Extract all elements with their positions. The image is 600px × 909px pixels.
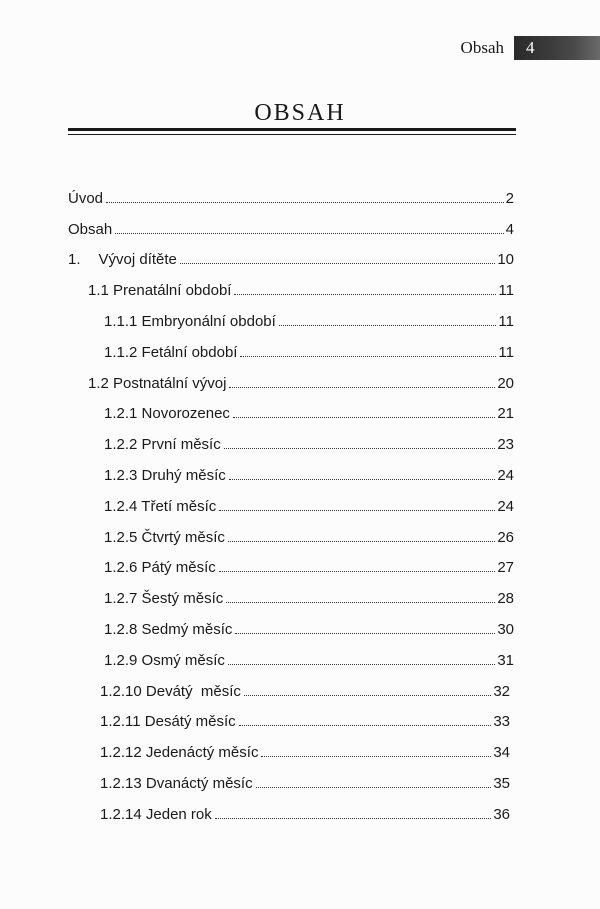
dot-leader [226,601,495,603]
dot-leader [224,447,496,449]
dot-leader [215,817,492,819]
toc-entry-1-2-1[interactable] [104,392,514,423]
dot-leader [219,509,495,511]
dot-leader [244,694,491,696]
toc-entry-page: 4 [505,220,514,238]
toc-entry-label [100,683,242,700]
toc-entry-1-2-3[interactable] [104,453,514,484]
toc-entry-uvod[interactable] [68,176,514,207]
toc-entry-page: 27 [497,559,514,577]
toc-entry-label [104,498,217,515]
dot-leader [233,416,495,418]
toc-entry-page: 36 [493,805,510,823]
dot-leader [106,201,504,203]
page-number-tab [514,36,600,60]
toc-entry-page: 11 [498,282,514,300]
dot-leader [229,478,496,480]
toc-entry-page: 23 [497,436,514,454]
toc-entry-1-2-7[interactable] [104,576,514,607]
toc-entry-number: 1.2.10 [100,682,142,700]
toc-entry-page: 32 [493,682,510,700]
toc-entry-number: 1.2.7 [104,590,138,608]
toc-entry-page: 21 [497,405,514,423]
toc-entry-number: 1.2.14 [100,805,142,823]
dot-leader [115,232,503,234]
dot-leader [279,324,497,326]
toc-entry-page: 24 [497,466,514,484]
toc-entry-label [104,405,231,422]
toc-entry-number: 1. [68,251,81,269]
toc-entry-page: 31 [497,651,514,669]
toc-entry-1-2-4[interactable] [104,484,514,515]
toc-entry-page: 11 [498,343,514,361]
toc-entry-label [104,559,217,576]
toc-entry-number: 1.2.2 [104,436,138,454]
running-header [0,36,600,62]
dot-leader [240,355,496,357]
dot-leader [261,755,491,757]
toc-entry-1[interactable] [68,238,514,269]
toc-entry-title: Jeden rok [145,805,212,823]
toc-entry-page: 33 [493,713,510,731]
dot-leader [219,570,496,572]
toc-entry-title: Obsah [68,220,113,238]
toc-entry-1-2-11[interactable] [100,700,510,731]
toc-heading: OBSAH [254,100,346,126]
toc-entry-1-2-5[interactable] [104,515,514,546]
toc-entry-label [104,621,233,638]
toc-entry-1-2-6[interactable] [104,546,514,577]
toc-entry-title: Druhý měsíc [141,466,226,484]
toc-entry-page: 11 [498,312,514,330]
toc-entry-title: Pátý měsíc [141,559,216,577]
toc-entry-number: 1.1.2 [104,343,138,361]
toc-entry-number: 1.2.13 [100,774,142,792]
toc-entry-page: 34 [493,744,510,762]
toc-entry-number: 1.2.1 [104,405,138,423]
toc-entry-number: 1.2.9 [104,651,138,669]
dot-leader [228,663,495,665]
toc-entry-number: 1.2.3 [104,466,138,484]
toc-entry-label [100,744,259,761]
toc-entry-page: 2 [505,189,514,207]
toc-entry-label [100,713,237,730]
toc-entry-number: 1.1 [88,282,109,300]
toc-entry-1-2[interactable] [88,361,514,392]
toc-entry-page: 30 [497,620,514,638]
toc-entry-title: Devátý měsíc [145,682,241,700]
toc-entry-title: Dvanáctý měsíc [145,774,253,792]
toc-entry-label [100,775,254,792]
toc-entry-title: Jedenáctý měsíc [145,744,259,762]
dot-leader [256,786,492,788]
toc-entry-1-2-8[interactable] [104,607,514,638]
toc-entry-1-1-2[interactable] [104,330,514,361]
toc-entry-number: 1.2.12 [100,744,142,762]
toc-entry-label [104,652,226,669]
toc-entry-label [100,806,213,823]
dot-leader [180,262,495,264]
running-title: Obsah [460,38,504,57]
toc-entry-1-2-13[interactable] [100,761,510,792]
toc-entry-page: 28 [497,590,514,608]
toc-entry-title: Úvod [68,189,104,207]
toc-entry-number: 1.2 [88,374,109,392]
toc-entry-number: 1.2.5 [104,528,138,546]
toc-entry-label [104,344,238,361]
toc-entry-title: Vývoj dítěte [98,251,177,269]
toc-entry-label [104,436,222,453]
toc-entry-number: 1.1.1 [104,312,138,330]
toc-entry-title: Sedmý měsíc [141,620,233,638]
toc-entry-number: 1.2.11 [100,713,141,731]
toc-entry-1-2-12[interactable] [100,730,510,761]
toc-entry-title: Šestý měsíc [141,590,224,608]
toc-entry-1-1[interactable] [88,268,514,299]
toc-entry-label [88,375,227,392]
toc-entry-title: Osmý měsíc [141,651,225,669]
toc-entry-obsah[interactable] [68,207,514,238]
toc-entry-label [104,313,277,330]
toc-entry-title: Čtvrtý měsíc [141,528,225,546]
dot-leader [229,386,495,388]
toc-entry-page: 20 [497,374,514,392]
dot-leader [228,540,495,542]
toc-entry-title: Desátý měsíc [144,713,236,731]
toc-entry-page: 35 [493,774,510,792]
toc-entry-title: Prenatální období [113,282,232,300]
toc-entry-title: Fetální období [141,343,238,361]
toc-entry-title: Novorozenec [141,405,230,423]
toc-entry-label [88,282,232,299]
dot-leader [235,632,495,634]
toc-list [0,176,600,823]
page-number: 4 [526,38,535,57]
dot-leader [239,724,492,726]
dot-leader [234,293,496,295]
toc-entry-number: 1.2.6 [104,559,138,577]
toc-entry-title: Třetí měsíc [141,497,217,515]
toc-entry-page: 24 [497,497,514,515]
toc-entry-label [104,529,226,546]
heading-rule-thin [68,134,516,135]
toc-entry-1-2-9[interactable] [104,638,514,669]
toc-entry-1-2-2[interactable] [104,422,514,453]
toc-entry-title: Postnatální vývoj [113,374,227,392]
heading-rule-thick [68,128,516,131]
toc-entry-page: 26 [497,528,514,546]
toc-entry-number: 1.2.8 [104,620,138,638]
toc-entry-label [68,251,178,268]
toc-entry-page: 10 [497,251,514,269]
toc-entry-number: 1.2.4 [104,497,138,515]
toc-entry-label [104,467,227,484]
toc-entry-title: První měsíc [141,436,221,454]
toc-entry-title: Embryonální období [141,312,276,330]
toc-entry-1-1-1[interactable] [104,299,514,330]
toc-entry-1-2-10[interactable] [100,669,510,700]
toc-entry-label [104,590,224,607]
toc-entry-1-2-14[interactable] [100,792,510,823]
